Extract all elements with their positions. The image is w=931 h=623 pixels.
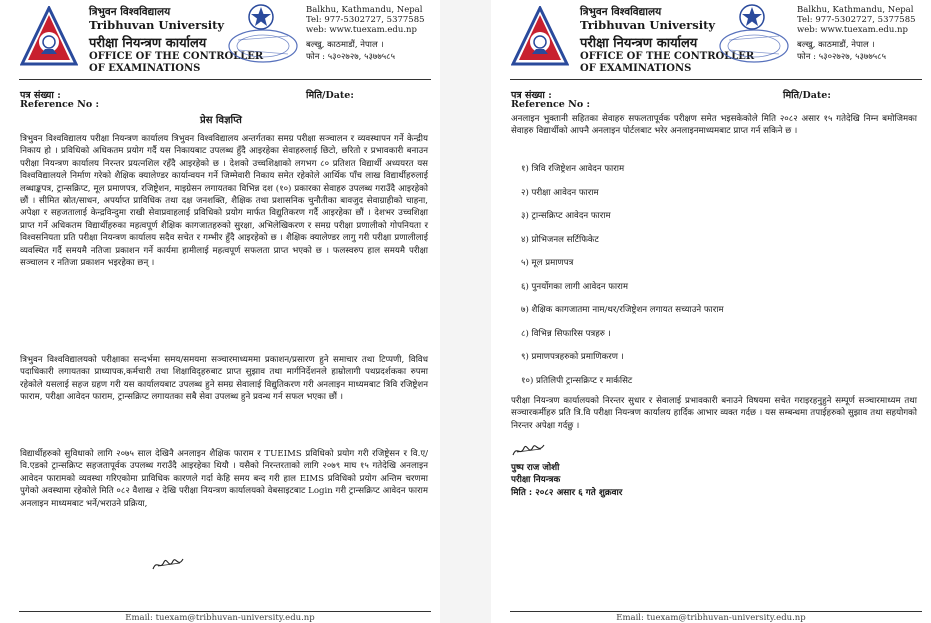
- header-divider: [510, 79, 922, 80]
- date-label: मिति/Date:: [306, 90, 354, 101]
- list-item: ९) प्रमाणपत्रहरुको प्रमाणिकरण ।: [521, 352, 624, 362]
- letterhead: [0, 0, 440, 86]
- footer-divider: [510, 611, 922, 612]
- body-paragraph-3: विद्यार्थीहरुको सुविधाको लागि २०७५ साल देखिनै अनलाइन शैक्षिक फाराम र TUEIMS प्रविधिको प्रयोग गरी रजिष्ट्रेसन र वि.ए/वि.एडको ट्रान्सक्रिप्ट सहजतापूर्वक उपलब्ध गराउँदै आइरहेका थियौ । यसैको निरन्तरताको लागि २०७९ माघ १५ गतेदेखि अनलाइन आवेदन फारामको व्यवस्था गरिएकोमा प्राविधिक कारणले गर्दा केहि समय बन्द गरी हाल EIMS प्रविधिको प्रयोग अन्तिम चरणमा पुगेको अवस्थामा रहेकोले मिति ०८२ वैशाख २ देखि परीक्षा नियन्त्रण कार्यालयको वेबसाइटबाट Login गरी ट्रान्सक्रिप्ट आवेदन फाराम अनलाइन माध्यमबाट भर्ने/भराउने प्रक्रिया,: [20, 449, 428, 509]
- press-release-page-2: [491, 0, 931, 623]
- website: web: www.tuexam.edu.np: [797, 25, 908, 35]
- reference-number-label: Reference No :: [511, 99, 590, 110]
- list-item: ३) ट्रान्सक्रिप्ट आवेदन फाराम: [521, 211, 611, 221]
- initial-signature-mark: [150, 553, 188, 575]
- office-name-english-line1: OFFICE OF THE CONTROLLER: [89, 51, 264, 62]
- list-item: ८) विभिन्न सिफारिस पत्रहरु ।: [521, 328, 611, 339]
- header-divider: [19, 79, 431, 80]
- list-item: ४) प्रोभिजनल सर्टिफिकेट: [521, 234, 599, 245]
- services-list: [521, 163, 724, 398]
- address-english: Balkhu, Kathmandu, Nepal: [306, 5, 423, 15]
- office-name-nepali: परीक्षा नियन्त्रण कार्यालय: [580, 36, 698, 51]
- list-item: १०) प्रतिलिपी ट्रान्सक्रिप्ट र मार्कसिट: [521, 375, 633, 386]
- signed-date: मिति : २०८२ असार ६ गते शुक्रवार: [511, 488, 623, 498]
- signer-name: पुष्प राज जोशी: [511, 463, 560, 473]
- list-item: ६) पुनर्योगका लागी आवेदन फाराम: [521, 281, 629, 292]
- telephone-english: Tel: 977-5302727, 5377585: [306, 15, 425, 25]
- phone-nepali: फोन : ५३०२७२७, ५३७७५८५: [306, 52, 396, 62]
- office-name-nepali: परीक्षा नियन्त्रण कार्यालय: [89, 36, 207, 51]
- address-nepali: बल्खु, काठमाडौं, नेपाल ।: [306, 40, 384, 50]
- list-item: २) परीक्षा आवेदन फाराम: [521, 187, 599, 198]
- page-gutter: [440, 0, 491, 623]
- signer-title: परीक्षा नियन्त्रक: [511, 475, 561, 485]
- office-name-english-line2: OF EXAMINATIONS: [89, 63, 201, 74]
- body-paragraph-2: त्रिभुवन विश्वविद्यालयको परीक्षाका सन्दर्भमा समय/समयमा सञ्चारमाध्यममा प्रकाशन/प्रसारण हुने समाचार तथा टिप्पणी, विविध पदाधिकारी लगायतका प्राध्यापक,कर्मचारी तथा शिक्षाविद्हरुबाट प्राप्त सुझाव तथा मार्गनिर्देशनले हाम्रोलागी पथप्रदर्शकका रुपमा रहेकोले यसलाई सहज ग्रहण गरी यस कार्यालयबाट उपलब्ध हुने समग्र सेवालाई विद्युतिकरण गरी अनलाइन माध्यमबाट त्रिवि रजिष्ट्रेशन फाराम, परीक्षा आवेदन फाराम, ट्रान्सक्रिप्ट लगायतका सबै सेवा उपलब्ध हुने प्रवन्ध गर्न सफल भएका छौं ।: [20, 355, 428, 403]
- footer-divider: [19, 611, 431, 612]
- office-round-stamp-icon: [715, 26, 793, 66]
- office-name-english-line1: OFFICE OF THE CONTROLLER: [580, 51, 755, 62]
- list-item: ५) मूल प्रमाणपत्र: [521, 258, 574, 268]
- signature-mark: [511, 440, 547, 460]
- closing-paragraph: परीक्षा नियन्त्रण कार्यालयको निरन्तर सुधार र सेवालाई प्रभावकारी बनाउने विषयमा सचेत गराइरहनुहुने सम्पूर्ण सञ्चारमाध्यम तथा सञ्चारकर्मीहरु प्रति त्रि.वि परीक्षा नियन्त्रण कार्यालय हार्दिक आभार व्यक्त गर्दछ । यस सम्बन्धमा तपाईहरुको सुझाव तथा सहयोगको निरन्तर अपेक्षा गर्दछु ।: [511, 396, 917, 431]
- website: web: www.tuexam.edu.np: [306, 25, 417, 35]
- letterhead: [491, 0, 931, 86]
- university-name-english: Tribhuvan University: [89, 18, 225, 32]
- university-name-nepali: त्रिभुवन विश्वविद्यालय: [580, 6, 662, 18]
- office-round-stamp-icon: [224, 26, 302, 66]
- date-label: मिति/Date:: [783, 90, 831, 101]
- press-release-page-1: [0, 0, 440, 623]
- reference-number-label: Reference No :: [20, 99, 99, 110]
- university-name-nepali: त्रिभुवन विश्वविद्यालय: [89, 6, 171, 18]
- phone-nepali: फोन : ५३०२७२७, ५३७७५८५: [797, 52, 887, 62]
- address-nepali: बल्खु, काठमाडौं, नेपाल ।: [797, 40, 875, 50]
- body-paragraph-1: त्रिभुवन विश्वविद्यालय परीक्षा नियन्त्रण कार्यालय त्रिभुवन विश्वविद्यालय अन्तर्गतका समग्र परीक्षा सञ्चालन र व्यवस्थापन गर्ने केन्द्रीय निकाय हो । प्रविधिको अधिकतम प्रयोग गर्दै यस निकायबाट उपलब्ध हुँदै आइरहेका सेवाहरुलाई छिटो, छरितो र प्रभावकारी बनाउन परीक्षा नियन्त्रण कार्यालय निरन्तर प्रयत्नशिल रहँदै आइरहेको छ । देशको उच्चशिक्षाको लगभग ८० प्रतिशत विद्यार्थी अध्ययरत यस विश्वविद्यालयले निर्माण गरेको शैक्षिक क्यालेण्डर कार्यान्वयन गर्ने जिम्मेवारी निकाय समेत रहेकोले आर्थिक पाँच लाख विद्यार्थीहरुलाई लब्धाङ्कपत्र, ट्रान्सक्रिप्ट, मूल प्रमाणपत्र, रजिष्ट्रेशन, माइग्रेसन लगायतका विभिन्न दश (१०) प्रकारका सेवाहरु उपलब्ध गराउँदै आइरहेको छौं । सीमित स्रोत/साधन, अपर्याप्त प्राविधिक तथा दक्ष जनशक्ति, शैक्षिक तथा प्रशासनिक चुनौतीका बावजुद सेवाग्राहीको चाहना, अपेक्षा र सहजतालाई केन्द्रविन्दुमा राखी सेवाप्रवाहलाई प्रविधिको प्रयोग मार्फत विद्युतिकरण गर्दै आइरहेका छौं । देशभर उच्चशिक्षा प्राप्त गर्ने अधिकतम विद्यार्थीहरुका महत्वपूर्ण शैक्षिक कागजातहरुको सुरक्षा, अभिलेखिकरण र समग्र परीक्षा प्रणालीको गोपनियता र विश्वसनियता प्रति परीक्षा नियन्त्रण कार्यालय सदैव सचेत र गम्भीर हुँदै आइरहेको छ । शैक्षिक क्यालेण्डर लागु गरी परीक्षा प्रणालीलाई व्यवस्थित गर्दै समयमै नतिजा प्रकाशन गर्ने कार्यमा हामीलाई महत्वपूर्ण सफलता प्राप्त भएको छ । फलस्वरुप हाल समयमै परीक्षा सञ्चालन र नतिजा प्रकाशन भइरहेका छन् ।: [20, 134, 428, 269]
- nepal-university-emblem-icon: [511, 6, 569, 68]
- intro-paragraph: अनलाइन भुक्तानी सहितका सेवाहरु सफलतापूर्वक परीक्षण समेत भइसकेकोले मिति २०८२ असार १५ गतेदेखि निम्न बमोजिमका सेवाहरु विद्यार्थीको आफ्नै अनलाइन पोर्टलबाट भरेर अनलाइनमाध्यमबाट प्राप्त गर्न सकिने छ ।: [511, 114, 917, 137]
- nepal-university-emblem-icon: [20, 6, 78, 68]
- letter-number-label: पत्र संख्या :: [20, 90, 61, 101]
- university-name-english: Tribhuvan University: [580, 18, 716, 32]
- office-name-english-line2: OF EXAMINATIONS: [580, 63, 692, 74]
- list-item: १) त्रिवि रजिष्ट्रेशन आवेदन फाराम: [521, 164, 625, 174]
- footer-email: Email: tuexam@tribhuvan-university.edu.np: [125, 613, 315, 623]
- letter-number-label: पत्र संख्या :: [511, 90, 552, 101]
- address-english: Balkhu, Kathmandu, Nepal: [797, 5, 914, 15]
- telephone-english: Tel: 977-5302727, 5377585: [797, 15, 916, 25]
- press-release-title: प्रेस विज्ञप्ति: [200, 115, 242, 126]
- list-item: ७) शैक्षिक कागजातमा नाम/थर/रजिष्ट्रेशन लगायत सच्याउने फाराम: [521, 305, 724, 315]
- footer-email: Email: tuexam@tribhuvan-university.edu.np: [616, 613, 806, 623]
